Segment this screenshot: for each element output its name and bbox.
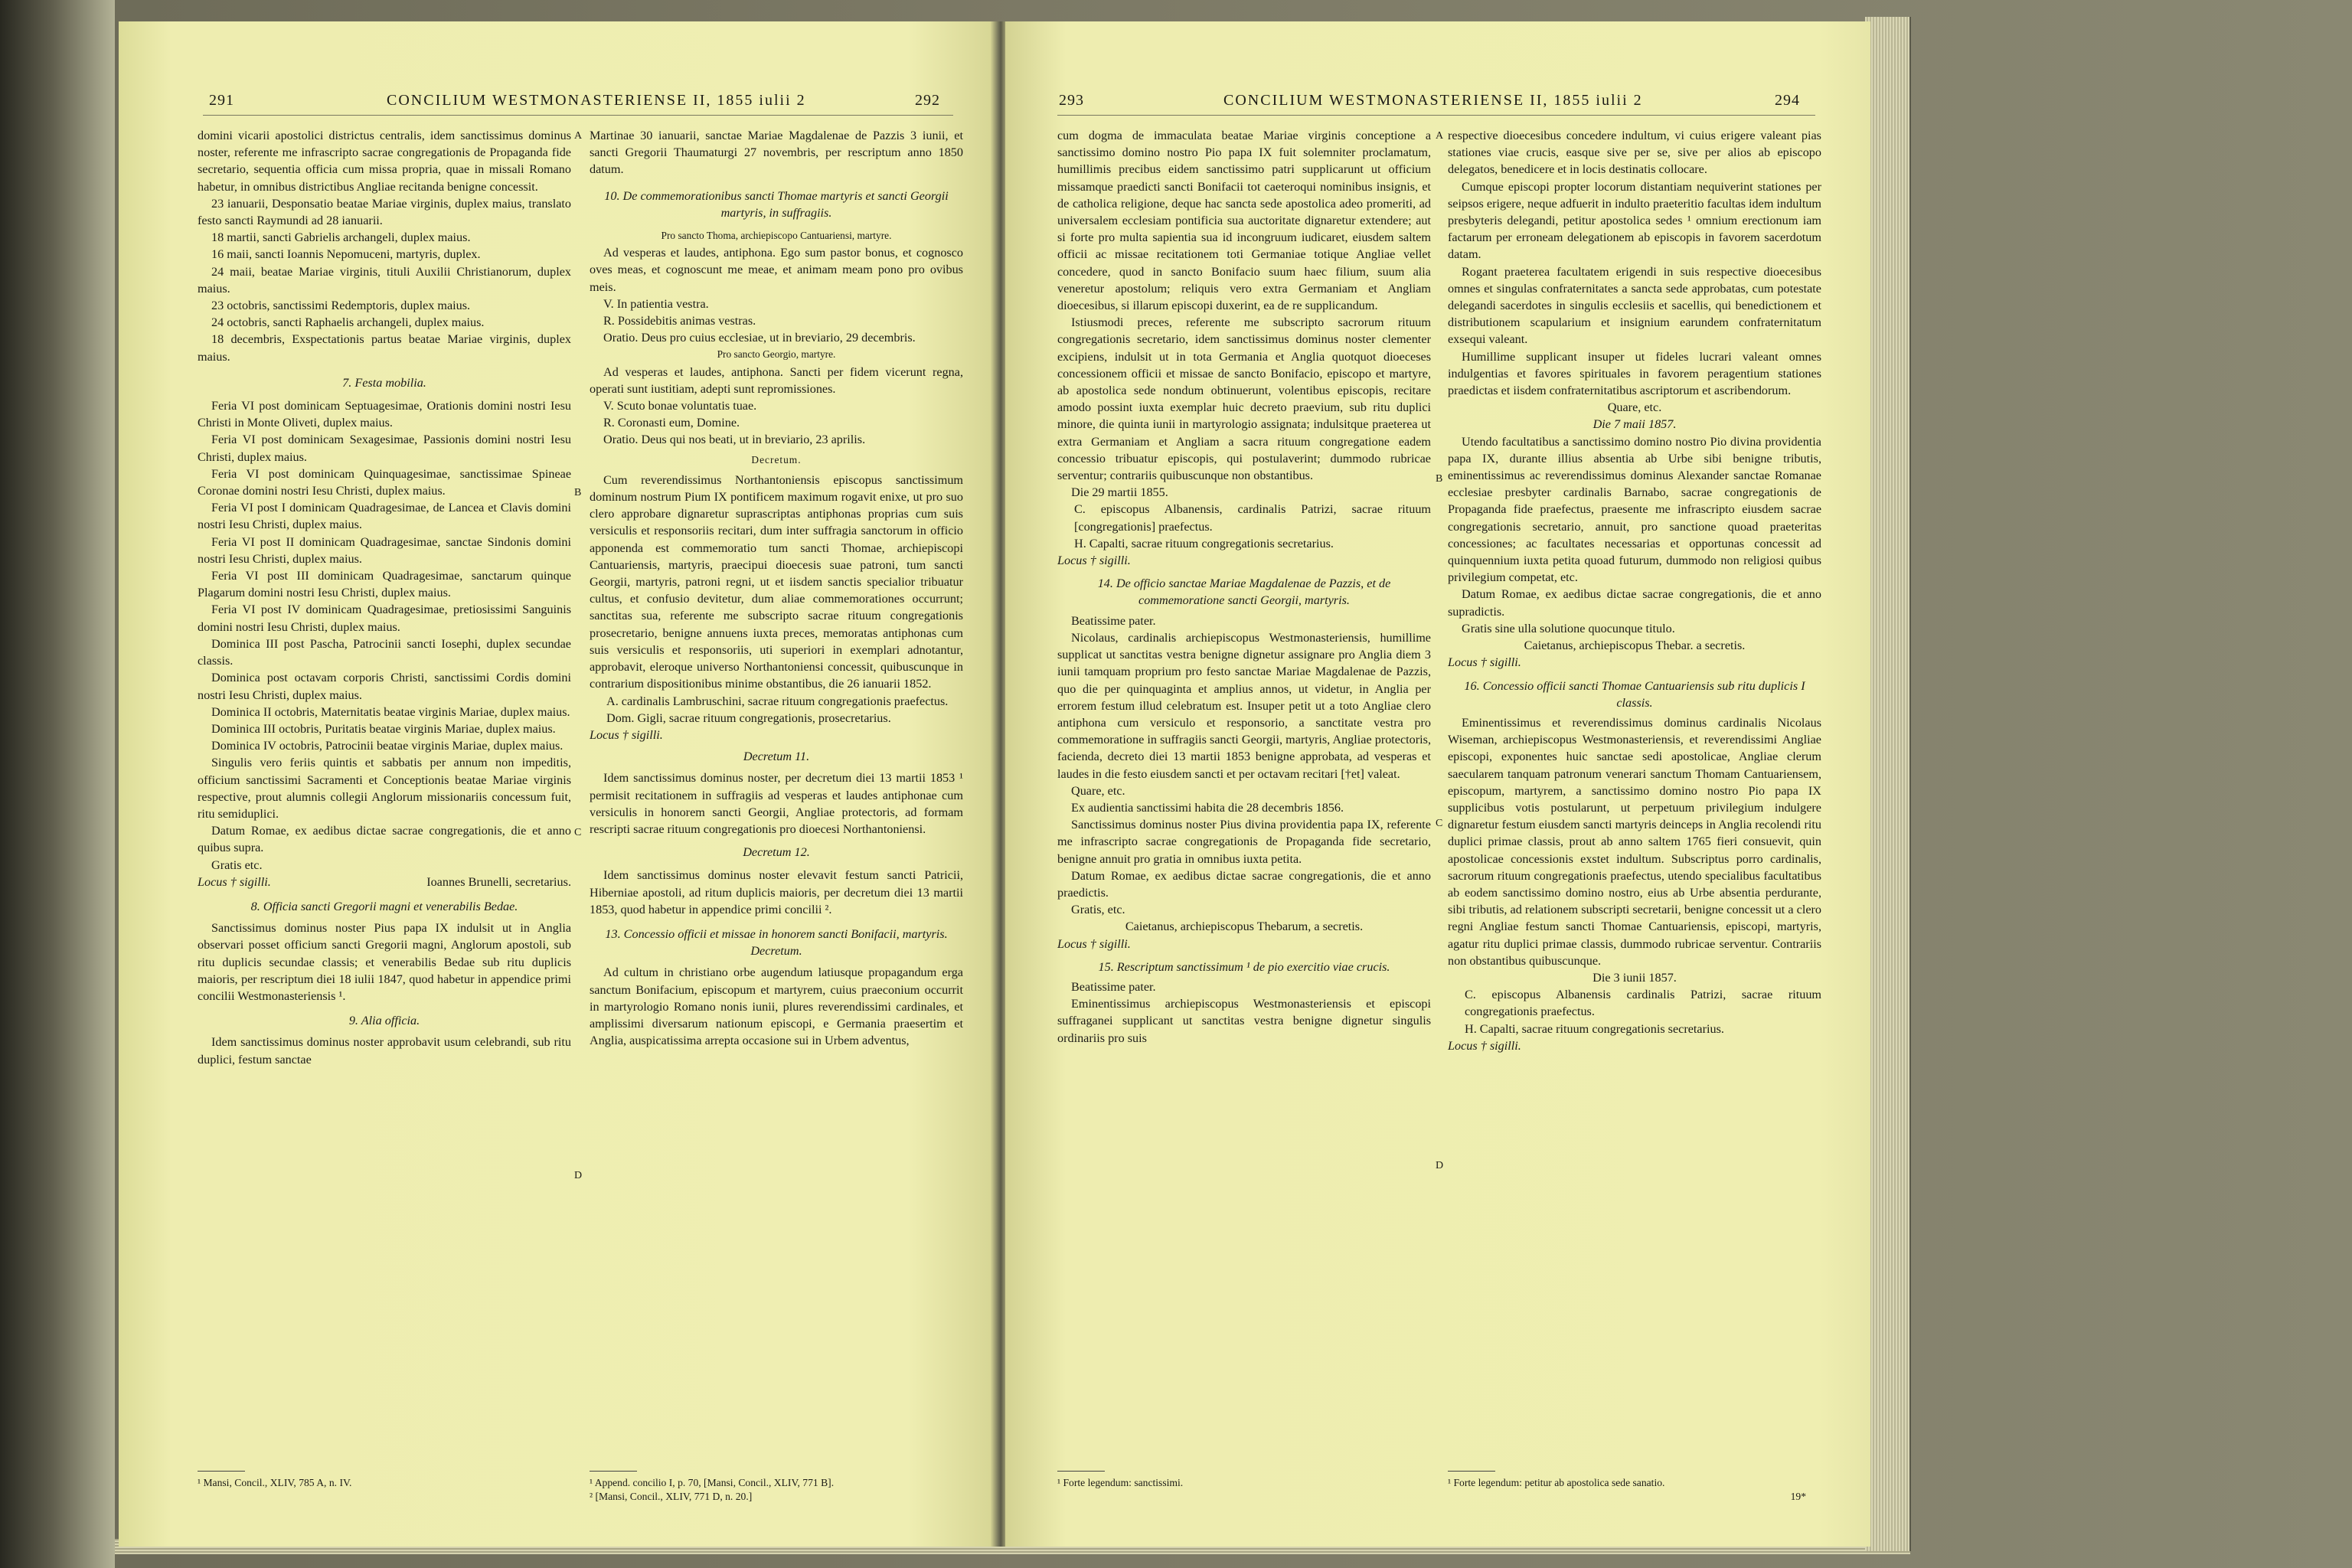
signature: H. Capalti, sacrae rituum congregationis secretarius. [1465, 1021, 1724, 1036]
paragraph: Gratis, etc. [1071, 903, 1125, 917]
closing: Quare, etc. [1607, 400, 1662, 415]
footnote-text: ¹ Forte legendum: petitur ab apostolica sede sanatio. [1448, 1477, 1665, 1488]
feast-entry: 18 decembris, Exspectationis partus beatae Mariae virginis, duplex maius. [198, 332, 571, 364]
margin-letter-a: A [574, 130, 583, 142]
seal-note: Locus † sigilli. [1448, 1038, 1521, 1053]
margin-letter-d: D [1436, 1160, 1444, 1171]
margin-letter-b: B [574, 487, 582, 498]
section-heading: 15. Rescriptum sanctissimum ¹ de pio exercitio viae crucis. [1098, 959, 1390, 974]
signature: H. Capalti, sacrae rituum congregationis secretarius. [1074, 536, 1334, 550]
page-number-291: 291 [209, 92, 234, 109]
section-heading: 8. Officia sancti Gregorii magni et venerabilis Bedae. [250, 899, 518, 913]
page-number-294: 294 [1775, 92, 1800, 109]
section-heading: 13. Concessio officii et missae in honorem sancti Bonifacii, martyris. Decretum. [605, 926, 948, 959]
paragraph: Singulis vero feriis quintis et sabbatis per annum non impeditis, officium sanctissimi Sacramenti et Conceptionis beatae Mariae virginis respective, prout alumnis collegii Anglorum missionariis concessum fuit, ritu semiduplici. [198, 756, 571, 821]
feast-entry: 24 octobris, sancti Raphaelis archangeli, duplex maius. [211, 315, 485, 330]
feast-entry: Feria VI post dominicam Quinquagesimae, sanctissimae Spineae Coronae domini nostri Iesu Christi, duplex maius. [198, 466, 571, 498]
feast-entry: Feria VI post dominicam Sexagesimae, Passionis domini nostri Iesu Christi, duplex maius. [198, 433, 571, 464]
right-page [1005, 21, 1870, 1547]
date-line: Die 7 maii 1857. [1592, 417, 1677, 432]
paragraph: Cumque episcopi propter locorum distantiam nequiverint stationes per seipsos erigere, neque adfuerit in indulto praeteritio facultas idem indultum presbyteris delegandi, petitur apostolica sedes ¹ omnium erectionum iam factarum per erroneam delegationem ab episcopis in favorem sacerdotum datam. [1448, 179, 1821, 262]
column-291 [198, 127, 571, 1068]
salutation: Beatissime pater. [1071, 613, 1156, 628]
paragraph: Nicolaus, cardinalis archiepiscopus Westmonasteriensis, humillime supplicat ut sanctitas vestra benigne dignetur assignare pro Anglia diem 3 iunii tamquam proprium pro festo sanctae Mariae Magdalenae de Pazzis, quo die per quinquaginta et amplius annos, ut videtur, in Anglia per errorem festum illud celebratum est. Insuper petit ut a toto Angliae clero antiphona cum versiculo et responsorio, a sanctitate vestra pro commemoratione in suffragiis sancti Georgii, martyris, Angliae protectoris, facienda, decreto diei 13 martii 1853 benigne approbata, ad vesperas et laudes in die festo eiusdem sancti et per octavam recitari [†et] valeat. [1057, 630, 1431, 781]
versicle: V. In patientia vestra. [603, 296, 709, 311]
margin-letter-a: A [1436, 130, 1444, 142]
salutation: Beatissime pater. [1071, 979, 1156, 994]
feast-entry: 23 octobris, sanctissimi Redemptoris, duplex maius. [211, 299, 471, 313]
margin-letter-c: C [1436, 818, 1443, 829]
paragraph: Humillime supplicant insuper ut fideles lucrari valeant omnes indulgentias et favores spirituales in favorem peragentium stationes praedictas et iisdem confraternitatibus ascriptorum et ascribendorum. [1448, 349, 1821, 398]
signature: C. episcopus Albanensis cardinalis Patrizi, sacrae rituum congregationis praefectus. [1465, 988, 1821, 1019]
page-number-293: 293 [1059, 92, 1084, 109]
response: R. Coronasti eum, Domine. [603, 416, 740, 430]
seal-note: Locus † sigilli. [590, 727, 663, 742]
section-heading: 9. Alia officia. [348, 1014, 420, 1028]
signature: Caietanus, archiepiscopus Thebar. a secretis. [1524, 639, 1746, 653]
feast-entry: Feria VI post dominicam Septuagesimae, Orationis domini nostri Iesu Christi in Monte Oliveti, duplex maius. [198, 399, 571, 430]
paragraph: Gratis etc. [211, 858, 263, 872]
seal-note: Locus † sigilli. [1057, 936, 1131, 951]
signature: Caietanus, archiepiscopus Thebarum, a secretis. [1125, 920, 1364, 934]
column-293 [1057, 127, 1431, 1047]
footnote-rule [590, 1471, 637, 1472]
decree-heading: Decretum 12. [743, 845, 810, 860]
paragraph: Sanctissimus dominus noster Pius divina providentia papa IX, referente me infrascripto sacrae congregationis de Propaganda fide secretario, benigne annuit pro gratia in omnibus iuxta petita. [1057, 818, 1431, 866]
margin-letter-c: C [574, 827, 582, 838]
section-heading: 10. De commemorationibus sancti Thomae martyris et sancti Georgii martyris, in suffragiis. [604, 188, 949, 220]
footnote: ¹ Forte legendum: sanctissimi. [1057, 1477, 1184, 1488]
footnote: ² [Mansi, Concil., XLIV, 771 D, n. 20.] [590, 1491, 753, 1502]
antiphon: Ad vesperas et laudes, antiphona. Ego sum pastor bonus, et cognosco oves meas, et cognoscunt me meae, et animam meam pono pro ovibus meis. [590, 246, 963, 294]
signature: Ioannes Brunelli, secretarius. [426, 874, 571, 889]
subheading: Pro sancto Thoma, archiepiscopo Cantuariensi, martyre. [661, 230, 892, 242]
footnote-rule [1057, 1471, 1105, 1472]
signature: C. episcopus Albanensis, cardinalis Patrizi, sacrae rituum [congregationis] praefectus. [1074, 502, 1431, 534]
paragraph: Utendo facultatibus a sanctissimo domino nostro Pio divina providentia papa IX, durante illius absentia ab Urbe sibi benigne tributis, eminentissimus ac reverendissimus dominus Alexander sanctae Romanae ecclesiae presbyter cardinalis Barnabo, sacrae congregationis de Propaganda fide praefectus, praesente me infrascripto eiusdem sacrae congregationis secretario, annuit, pro sanctione quoad praeteritas concessiones; ac facultates necessarias et opportunas concessit ad quinquennium iuxta petita quoad futurum, dummodo non religiosi quibus privilegium competat, etc. [1448, 434, 1821, 585]
paragraph: domini vicarii apostolici districtus centralis, idem sanctissimus dominus noster, referente me infrascripto sacrae congregationis de Propaganda fide secretario, sequentia officia cum missa propria, quae in missali Romano habetur, in omnibus districtibus Angliae recitanda benigne concessit. [198, 129, 571, 194]
header-rule [203, 115, 953, 116]
footnotes [590, 1476, 963, 1504]
seal-note: Locus † sigilli. [1057, 554, 1131, 568]
margin-letter-b: B [1436, 473, 1443, 485]
footnote: ¹ Append. concilio I, p. 70, [Mansi, Concil., XLIV, 771 B]. [590, 1477, 835, 1488]
feast-entry: 23 ianuarii, Desponsatio beatae Mariae virginis, duplex maius, translato festo sancti Raymundi ad 28 ianuarii. [198, 196, 571, 228]
section-heading: 14. De officio sanctae Mariae Magdalenae de Pazzis, et de commemoratione sancti Georgii, martyris. [1097, 577, 1391, 608]
header-rule [1057, 115, 1815, 116]
paragraph: Quare, etc. [1071, 783, 1125, 798]
feast-entry: 18 martii, sancti Gabrielis archangeli, duplex maius. [211, 230, 471, 245]
feast-entry: Dominica post octavam corporis Christi, sanctissimi Cordis domini nostri Iesu Christi, duplex maius. [198, 671, 571, 702]
paragraph: Datum Romae, ex aedibus dictae sacrae congregationis, die et anno praedictis. [1057, 868, 1431, 900]
seal-note: Locus † sigilli. [1448, 655, 1521, 670]
signature: Dom. Gigli, sacrae rituum congregationis, prosecretarius. [606, 710, 891, 725]
column-292 [590, 127, 963, 1049]
footnote: ¹ Mansi, Concil., XLIV, 785 A, n. IV. [198, 1477, 352, 1488]
feast-entry: Dominica III post Pascha, Patrocinii sancti Iosephi, duplex secundae classis. [198, 636, 571, 668]
paragraph: Ad cultum in christiano orbe augendum latiusque propagandum erga sanctum Bonifacium, episcopum et martyrem, cuius praeconium occurrit in martyrologio Romano nonis iunii, plures reverendissimi cardinales, et amplissimi diversarum nationum episcopi, e Germania praesertim et Anglia, auspicatissima arrepta occasione sui in Urbem adventus, [590, 965, 963, 1048]
date-line: Die 29 martii 1855. [1071, 485, 1168, 500]
feast-entry: 24 maii, beatae Mariae virginis, tituli Auxilii Christianorum, duplex maius. [198, 264, 571, 296]
footnote-rule [198, 1471, 245, 1472]
paragraph: Idem sanctissimus dominus noster elevavit festum sancti Patricii, Hiberniae apostoli, ad ritum duplicis maioris, per decretum diei 13 martii 1853, quod habetur in appendice primi concilii ². [590, 868, 963, 916]
oratio: Oratio. Deus qui nos beati, ut in breviario, 23 aprilis. [603, 433, 866, 447]
paragraph: Eminentissimus et reverendissimus dominus cardinalis Nicolaus Wiseman, archiepiscopus Westmonasteriensis, et reverendissimi Angliae episcopi, exponentes huic sanctae sedi apostolicae, Angliae clerum saecularem tanquam patronum venerari sanctum Thomam Cantuariensem, episcopum, martyrem, a sanctissimo domino nostro Pio papa IX supplicibus votis postularunt, ut perpetuum privilegium indulgere dignaretur festum eiusdem sancti martyris deinceps in Anglia recolendi ritu duplici primae classis, prout ab anno saltem 1765 fieri consuevit, quin apostolicae concessionis exstet indultum. Subscriptus porro cardinalis, sacrorum rituum congregationis praefectus, utendo specialibus facultatibus ab eodem sanctissimo domino nostro, eius ab Urbe absentia perdurante, sibi tributis, ad relationem subscripti secretarii, benigne concessit ut a clero regni Angliae festum sancti Thomae Cantuariensis, episcopi, martyris, agatur ritu duplici primae classis, dummodo rubricae serventur. Contrariis non obstantibus quibuscunque. [1448, 715, 1821, 968]
signature: A. cardinalis Lambruschini, sacrae rituum congregationis praefectus. [606, 694, 949, 708]
running-title: CONCILIUM WESTMONASTERIENSE II, 1855 iulii 2 [387, 92, 806, 109]
paragraph: Rogant praeterea facultatem erigendi in suis respective dioecesibus omnes et singulas confraternitates a sancta sede approbatas, cum potestate delegandi sacerdotes in singulis ecclesiis et sacellis, qui benedictionem et distributionem scapularium et insignium earundem confraternitatum exsequi valeant. [1448, 264, 1821, 347]
date-line: Die 3 iunii 1857. [1592, 970, 1677, 985]
seal-note: Locus † sigilli. [198, 874, 271, 889]
feast-entry: Dominica III octobris, Puritatis beatae virginis Mariae, duplex maius. [211, 721, 556, 736]
feast-entry: Feria VI post II dominicam Quadragesimae, sanctae Sindonis domini nostri Iesu Christi, duplex maius. [198, 534, 571, 566]
page-number-292: 292 [915, 92, 940, 109]
book-left-edge [0, 0, 115, 1568]
section-heading: 16. Concessio officii sancti Thomae Cantuariensis sub ritu duplicis I classis. [1464, 678, 1805, 710]
response: R. Possidebitis animas vestras. [603, 314, 756, 328]
paragraph: cum dogma de immaculata beatae Mariae virginis conceptione a sanctissimo domino nostro Pio papa IX fuit solemniter proclamatum, humillimis precibus eidem sanctissimo patri supplicarunt ut officium missamque praedicti sancti Bonifacii tot caeteroqui nominibus insignis, et de catholica religione, deque hac sancta sede apostolica adeo promeriti, ad universalem ecclesiam pontificia sua auctoritate dignaretur extendere; aut si forte pro multa sapientia sua id incongruum iudicaret, eiusdem saltem officii ac missae recitationem toti Germaniae totique Angliae vellet concedere, quod in sancto Bonifacio suum haec filium, suum alia veneretur apostolum; reliquis vero extra Germaniam et Angliam dioecesibus, si illarum episcopi duxerint, ea de re supplicandum. [1057, 129, 1431, 313]
paragraph: Datum Romae, ex aedibus dictae sacrae congregationis, die et anno supradictis. [1448, 587, 1821, 619]
footnote-rule [1448, 1471, 1495, 1472]
subheading: Pro sancto Georgio, martyre. [717, 348, 836, 361]
paragraph: Martinae 30 ianuarii, sanctae Mariae Magdalenae de Pazzis 3 iunii, et sancti Gregorii Thaumaturgi 27 novembris, per rescriptum anno 1850 datum. [590, 129, 963, 177]
feast-entry: Dominica IV octobris, Patrocinii beatae virginis Mariae, duplex maius. [211, 739, 564, 753]
signature-mark: 19* [1790, 1491, 1806, 1502]
margin-letter-d: D [574, 1170, 583, 1181]
paragraph: Idem sanctissimus dominus noster, per decretum diei 13 martii 1853 ¹ permisit recitationem in suffragiis ad vesperas et laudes antiphonae cum versiculis in honorem sancti Georgii, Angliae protectoris, ad formam rescripti sacrae rituum congregationis pro dioecesi Northantoniensi. [590, 771, 963, 836]
feast-entry: Feria VI post IV dominicam Quadragesimae, pretiosissimi Sanguinis domini nostri Iesu Christi, duplex maius. [198, 603, 571, 634]
feast-entry: Dominica II octobris, Maternitatis beatae virginis Mariae, duplex maius. [211, 704, 570, 719]
paragraph: Istiusmodi preces, referente me subscripto sacrorum rituum congregationis secretario, idem sanctissimus dominus noster clementer excipiens, indulsit ut in tota Germania et Anglia quotquot dioeceses concessionem officii et missae de sancto Bonifacio, episcopo et martyre, ab apostolica sede nondum obtinuerunt, volentibus episcopis, recitare amodo possint iuxta exemplar huic decreto praevium, sub ritu duplici minore, die quinta iunii in martyrologio assignata; indulsitque praeterea ut extra Germaniam et Angliam a sacra rituum congregatione eadem concessio tribuatur episcopis, qui postulaverint; dummodo rubricae serventur; contrariis quibuscunque non obstantibus. [1057, 315, 1431, 483]
paragraph: Datum Romae, ex aedibus dictae sacrae congregationis, die et anno quibus supra. [198, 824, 571, 855]
left-page [119, 21, 995, 1547]
paragraph: Eminentissimus archiepiscopus Westmonasteriensis et episcopi suffraganei supplicant ut sanctitas vestra benigne dignetur singulis ordinariis pro suis [1057, 997, 1431, 1045]
paragraph: Cum reverendissimus Northantoniensis episcopus sanctissimum dominum nostrum Pium IX pontificem maximum rogavit enixe, ut pro suo clero approbare dignaretur suprascriptas antiphonas proprias cum suis versiculis et responsoriis recitari, dum inter suffragia sanctorum in officio apponenda est commemoratio tum sancti Thomae, archiepiscopi Cantuariensis, martyris, praecipui dioecesis suae patroni, tum sancti Georgii, martyris, patroni regni, ut et iisdem sanctis specialior tribuatur cultus, et confusio devitetur, dum aliae commemorationes occurrunt; sanctitas sua, referente me subscripto sacrae rituum congregationis prosecretario, benigne annuens iuxta preces, memoratas antiphonas cum suis versiculis et responsoriis, uti superiori in exemplari adnotantur, approbavit, eleroque universo Northantoniensi concessit, quibuscunque in contrarium dispositionibus minime obstantibus, die 26 ianuarii 1852. [590, 472, 963, 691]
decree-heading: Decretum 11. [743, 750, 810, 764]
paragraph: respective dioecesibus concedere indultum, vi cuius erigere valeant pias stationes viae crucis, easque sive per se, sive per alios ab episcopo delegatos, benedicere et in locis destinatis collocare. [1448, 129, 1821, 177]
running-title: CONCILIUM WESTMONASTERIENSE II, 1855 iulii 2 [1223, 92, 1643, 109]
paragraph: Ex audientia sanctissimi habita die 28 decembris 1856. [1071, 800, 1344, 815]
column-294 [1448, 127, 1821, 1054]
decree-heading: Decretum. [751, 453, 802, 466]
footnote [1448, 1476, 1821, 1504]
section-heading: 7. Festa mobilia. [342, 375, 426, 390]
paragraph: Gratis sine ulla solutione quocunque titulo. [1462, 621, 1675, 635]
antiphon: Ad vesperas et laudes, antiphona. Sancti per fidem vicerunt regna, operati sunt iustitiam, adepti sunt repromissiones. [590, 364, 963, 396]
feast-entry: 16 maii, sancti Ioannis Nepomuceni, martyris, duplex. [211, 247, 481, 262]
page-stack-right [1865, 17, 1911, 1551]
paragraph: Sanctissimus dominus noster Pius papa IX indulsit ut in Anglia observari posset officium sancti Gregorii magni, Anglorum apostoli, sub ritu duplicis secundae classis; et venerabilis Bedae sub ritu duplicis maioris, per rescriptum diei 18 iulii 1847, quod habetur in appendice primi concilii Westmonasteriensis ¹. [198, 921, 571, 1003]
feast-entry: Feria VI post I dominicam Quadragesimae, de Lancea et Clavis domini nostri Iesu Christi, duplex maius. [198, 501, 571, 532]
paragraph: Idem sanctissimus dominus noster approbavit usum celebrandi, sub ritu duplici, festum sanctae [198, 1035, 571, 1067]
versicle: V. Scuto bonae voluntatis tuae. [603, 399, 757, 413]
oratio: Oratio. Deus pro cuius ecclesiae, ut in breviario, 29 decembris. [603, 331, 916, 345]
feast-entry: Feria VI post III dominicam Quadragesimae, sanctarum quinque Plagarum domini nostri Iesu Christi, duplex maius. [198, 569, 571, 600]
